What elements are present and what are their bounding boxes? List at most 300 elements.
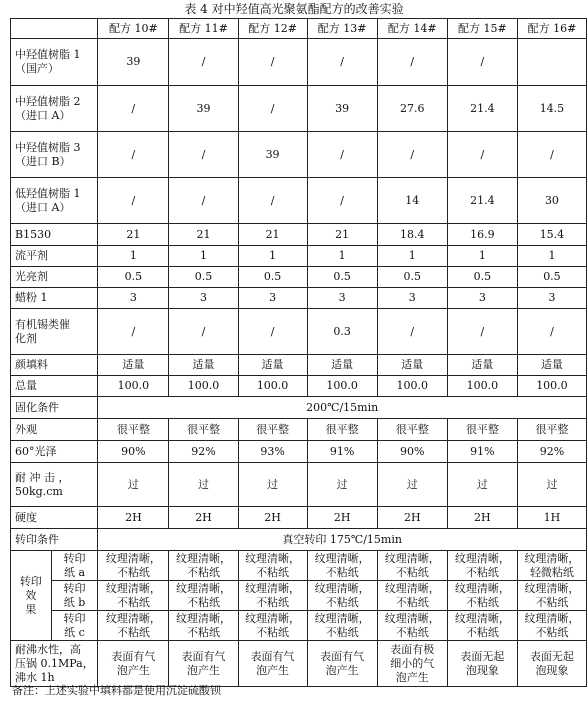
cell-text: 转印 bbox=[63, 581, 86, 595]
cell-text: 39 bbox=[196, 101, 211, 115]
value-cell bbox=[98, 178, 169, 224]
cell-text: / bbox=[480, 324, 485, 338]
cell-text: 泡产生 bbox=[256, 663, 290, 677]
value-cell bbox=[238, 507, 307, 529]
value-cell bbox=[377, 641, 447, 687]
row-label bbox=[11, 39, 98, 86]
cell-text: 过 bbox=[197, 477, 209, 491]
value-cell bbox=[447, 581, 517, 611]
value-cell bbox=[447, 178, 517, 224]
cell-text: 2H bbox=[264, 510, 281, 524]
value-cell bbox=[447, 288, 517, 309]
cell-text: 转印条件 bbox=[15, 532, 59, 546]
row-label bbox=[11, 309, 98, 355]
value-cell bbox=[169, 581, 238, 611]
value-cell bbox=[307, 246, 377, 267]
cell-text: 3 bbox=[408, 291, 416, 304]
cell-text: 纸 c bbox=[64, 625, 85, 639]
cell-text: 纹理清晰， bbox=[105, 581, 161, 595]
header-cell bbox=[447, 19, 517, 39]
value-cell bbox=[517, 178, 586, 224]
cell-text: / bbox=[131, 101, 136, 115]
paper-label bbox=[51, 611, 98, 641]
value-cell bbox=[377, 309, 447, 355]
row-label bbox=[11, 178, 98, 224]
value-cell bbox=[98, 224, 169, 246]
cell-text: 纹理清晰， bbox=[175, 581, 231, 595]
cell-text: 配方 14# bbox=[387, 21, 437, 35]
value-cell bbox=[169, 507, 238, 529]
cell-text: 不粘纸 bbox=[325, 625, 359, 639]
cell-text: 很平整 bbox=[116, 422, 150, 436]
value-cell bbox=[447, 641, 517, 687]
value-cell bbox=[517, 355, 586, 376]
value-cell bbox=[307, 355, 377, 376]
paper-label bbox=[51, 581, 98, 611]
cell-text: 纹理清晰， bbox=[524, 581, 580, 595]
value-cell bbox=[447, 551, 517, 581]
value-cell bbox=[377, 611, 447, 641]
value-cell bbox=[169, 641, 238, 687]
value-cell bbox=[307, 376, 377, 397]
cell-text: / bbox=[131, 193, 136, 207]
effect-group-label bbox=[11, 551, 52, 641]
cell-text: 适量 bbox=[471, 358, 494, 371]
value-cell bbox=[169, 355, 238, 376]
value-cell bbox=[517, 507, 586, 529]
cell-text: 不粘纸 bbox=[116, 595, 150, 609]
value-cell bbox=[517, 419, 586, 441]
cell-text: 纹理清晰， bbox=[314, 581, 370, 595]
cell-text: 0.5 bbox=[403, 270, 421, 283]
value-cell bbox=[98, 581, 169, 611]
value-cell bbox=[517, 132, 586, 178]
value-cell bbox=[238, 178, 307, 224]
cell-text: 泡产生 bbox=[325, 663, 359, 677]
cure-row bbox=[11, 397, 587, 419]
cell-text: 21 bbox=[126, 227, 141, 241]
value-cell bbox=[307, 551, 377, 581]
cell-text: 泡产生 bbox=[395, 670, 429, 684]
cell-text: 颜填料 bbox=[15, 358, 48, 371]
cell-text: 纹理清晰， bbox=[384, 611, 440, 625]
value-cell bbox=[98, 419, 169, 441]
value-cell bbox=[517, 641, 586, 687]
cell-text: 表面无起 bbox=[460, 649, 505, 663]
cell-text: 中羟值树脂 3 bbox=[15, 140, 81, 154]
transfer-row bbox=[11, 529, 587, 551]
cell-text: 100.0 bbox=[466, 379, 499, 392]
cell-text: 很平整 bbox=[395, 422, 429, 436]
cell-text: 很平整 bbox=[465, 422, 499, 436]
cell-text: 1 bbox=[199, 249, 207, 262]
cell-text: / bbox=[270, 101, 275, 115]
cell-text: 21 bbox=[265, 227, 280, 241]
value-cell bbox=[98, 463, 169, 507]
cell-text: 93% bbox=[260, 444, 285, 458]
table-row bbox=[11, 86, 587, 132]
value-cell bbox=[238, 463, 307, 507]
value-cell bbox=[307, 288, 377, 309]
value-cell bbox=[238, 419, 307, 441]
value-cell bbox=[98, 309, 169, 355]
cell-text: 纹理清晰， bbox=[175, 551, 231, 565]
cell-text: 16.9 bbox=[470, 227, 495, 241]
value-cell bbox=[238, 39, 307, 86]
value-cell bbox=[377, 355, 447, 376]
cell-text: 泡现象 bbox=[465, 663, 499, 677]
table-row bbox=[11, 132, 587, 178]
value-cell bbox=[98, 507, 169, 529]
value-cell bbox=[377, 463, 447, 507]
value-cell bbox=[98, 132, 169, 178]
cell-text: 100.0 bbox=[536, 379, 568, 392]
cell-text: 0.3 bbox=[333, 324, 351, 338]
row-label bbox=[11, 288, 98, 309]
value-cell bbox=[238, 132, 307, 178]
value-cell bbox=[377, 178, 447, 224]
value-cell bbox=[447, 309, 517, 355]
value-cell bbox=[447, 39, 517, 86]
cell-text: 60°光泽 bbox=[15, 444, 57, 458]
cell-text: / bbox=[410, 147, 415, 161]
cell-text: 纸 b bbox=[63, 595, 86, 609]
cell-text: 过 bbox=[546, 477, 558, 491]
cell-text: 不粘纸 bbox=[325, 565, 359, 579]
value-cell bbox=[169, 376, 238, 397]
cell-text: 有机锡类催 bbox=[15, 317, 70, 331]
cell-text: 纹理清晰， bbox=[384, 581, 440, 595]
cell-text: / bbox=[270, 193, 275, 207]
value-cell bbox=[307, 419, 377, 441]
cell-text: 适量 bbox=[122, 358, 145, 371]
value-cell bbox=[517, 611, 586, 641]
value-cell bbox=[517, 581, 586, 611]
cell-text: 3 bbox=[269, 291, 277, 304]
cell-text: 中羟值树脂 1 bbox=[15, 48, 81, 61]
row-label bbox=[11, 441, 98, 463]
value-cell bbox=[169, 309, 238, 355]
value-cell bbox=[238, 288, 307, 309]
cell-text: 纹理清晰， bbox=[314, 551, 370, 565]
value-cell bbox=[169, 441, 238, 463]
value-cell bbox=[377, 551, 447, 581]
cell-text: 泡产生 bbox=[116, 663, 150, 677]
cell-text: 适量 bbox=[540, 358, 563, 371]
cell-text: 很平整 bbox=[535, 422, 569, 436]
value-cell bbox=[169, 611, 238, 641]
value-cell bbox=[98, 267, 169, 288]
value-cell bbox=[238, 641, 307, 687]
cell-text: 纹理清晰， bbox=[384, 551, 440, 565]
value-cell bbox=[517, 463, 586, 507]
cell-text: 100.0 bbox=[117, 379, 150, 392]
cell-text: 不粘纸 bbox=[395, 595, 429, 609]
cell-text: 适量 bbox=[192, 358, 215, 371]
value-cell bbox=[169, 39, 238, 86]
cure-value bbox=[98, 397, 587, 419]
cell-text: 3 bbox=[338, 291, 346, 304]
value-cell bbox=[98, 355, 169, 376]
cell-text: 蜡粉 1 bbox=[15, 291, 48, 304]
header-cell bbox=[517, 19, 586, 39]
cell-text: 纹理清晰， bbox=[454, 551, 510, 565]
cell-text: 配方 11# bbox=[179, 21, 228, 35]
cell-text: 不粘纸 bbox=[256, 625, 290, 639]
cell-text: 21.4 bbox=[470, 101, 495, 115]
cell-text: 不粘纸 bbox=[465, 625, 499, 639]
cell-text: 不粘纸 bbox=[256, 565, 290, 579]
value-cell bbox=[447, 507, 517, 529]
value-cell bbox=[517, 246, 586, 267]
value-cell bbox=[307, 86, 377, 132]
cell-text: 表面无起 bbox=[529, 649, 574, 663]
value-cell bbox=[307, 224, 377, 246]
value-cell bbox=[517, 39, 586, 86]
cell-text: 很平整 bbox=[186, 422, 220, 436]
cell-text: 21 bbox=[196, 227, 211, 241]
cell-text: 50kg.cm bbox=[15, 484, 63, 498]
value-cell bbox=[307, 441, 377, 463]
cell-text: 转印 bbox=[63, 551, 86, 565]
value-cell bbox=[238, 267, 307, 288]
table-row bbox=[11, 441, 587, 463]
cell-text: 1 bbox=[478, 249, 486, 262]
cell-text: 3 bbox=[199, 291, 207, 304]
value-cell bbox=[307, 507, 377, 529]
value-cell bbox=[447, 611, 517, 641]
value-cell bbox=[238, 581, 307, 611]
cell-text: 过 bbox=[127, 477, 139, 491]
value-cell bbox=[238, 309, 307, 355]
value-cell bbox=[307, 309, 377, 355]
header-cell bbox=[11, 19, 98, 39]
cell-text: 耐 冲 击 ， bbox=[15, 470, 70, 484]
cell-text: 21.4 bbox=[470, 193, 495, 207]
value-cell bbox=[447, 355, 517, 376]
header-cell bbox=[307, 19, 377, 39]
table-row bbox=[11, 507, 587, 529]
cell-text: （进口 A） bbox=[15, 108, 71, 122]
cell-text: 低羟值树脂 1 bbox=[15, 186, 81, 200]
cell-text: 2H bbox=[125, 510, 142, 524]
value-cell bbox=[98, 246, 169, 267]
table-row bbox=[11, 355, 587, 376]
row-label bbox=[11, 376, 98, 397]
value-cell bbox=[447, 441, 517, 463]
value-cell bbox=[447, 246, 517, 267]
header-row bbox=[11, 19, 587, 39]
cell-text: 纹理清晰， bbox=[105, 611, 161, 625]
cell-text: / bbox=[131, 147, 136, 161]
cell-text: （进口 B） bbox=[15, 154, 71, 168]
cell-text: 2H bbox=[403, 510, 421, 524]
cell-text: 果 bbox=[25, 602, 37, 616]
value-cell bbox=[447, 376, 517, 397]
cell-text: 92% bbox=[539, 444, 565, 458]
cell-text: 不粘纸 bbox=[395, 565, 429, 579]
value-cell bbox=[517, 288, 586, 309]
value-cell bbox=[238, 224, 307, 246]
value-cell bbox=[447, 267, 517, 288]
cell-text: 表面有气 bbox=[320, 649, 365, 663]
value-cell bbox=[377, 132, 447, 178]
cell-text: 92% bbox=[191, 444, 216, 458]
cell-text: 21 bbox=[335, 227, 350, 241]
header-cell bbox=[377, 19, 447, 39]
cell-text: 转印 bbox=[19, 574, 42, 588]
cell-text: 配方 16# bbox=[527, 21, 577, 35]
cell-text: 不粘纸 bbox=[116, 565, 150, 579]
row-label bbox=[11, 463, 98, 507]
cell-text: 纹理清晰， bbox=[314, 611, 370, 625]
cell-text: 泡现象 bbox=[535, 663, 569, 677]
value-cell bbox=[238, 86, 307, 132]
cell-text: 纸 a bbox=[63, 565, 86, 579]
formula-table bbox=[10, 18, 587, 687]
cell-text: 真空转印 175℃/15min bbox=[282, 532, 402, 546]
cell-text: 化剂 bbox=[15, 331, 37, 345]
value-cell bbox=[238, 441, 307, 463]
cell-text: 纹理清晰， bbox=[175, 611, 231, 625]
cell-text: 91% bbox=[329, 444, 355, 458]
cell-text: 3 bbox=[548, 291, 556, 304]
cell-text: 27.6 bbox=[400, 101, 425, 115]
cell-text: 0.5 bbox=[194, 270, 213, 283]
cell-text: 沸水 1h bbox=[15, 670, 55, 684]
cell-text: 不粘纸 bbox=[465, 565, 499, 579]
table-row bbox=[11, 463, 587, 507]
cell-text: / bbox=[270, 55, 275, 68]
cell-text: 很平整 bbox=[256, 422, 290, 436]
value-cell bbox=[447, 419, 517, 441]
value-cell bbox=[169, 267, 238, 288]
value-cell bbox=[447, 463, 517, 507]
value-cell bbox=[377, 267, 447, 288]
cell-text: 30 bbox=[544, 193, 559, 207]
value-cell bbox=[377, 224, 447, 246]
row-label bbox=[11, 507, 98, 529]
effect-row bbox=[11, 551, 587, 581]
value-cell bbox=[169, 86, 238, 132]
cell-text: 细小的气 bbox=[390, 656, 435, 670]
value-cell bbox=[377, 507, 447, 529]
cell-text: 100.0 bbox=[396, 379, 428, 392]
value-cell bbox=[238, 611, 307, 641]
value-cell bbox=[447, 224, 517, 246]
cell-text: B1530 bbox=[15, 227, 52, 241]
cell-text: / bbox=[270, 324, 275, 338]
cell-text: 0.5 bbox=[124, 270, 143, 283]
cell-text: 100.0 bbox=[256, 379, 289, 392]
table-row bbox=[11, 376, 587, 397]
effect-row bbox=[11, 611, 587, 641]
cell-text: / bbox=[550, 324, 554, 338]
value-cell bbox=[517, 309, 586, 355]
cell-text: 纹理清晰， bbox=[524, 611, 580, 625]
table-caption: 表 4 对中羟值高光聚氨酯配方的改善实验 bbox=[184, 2, 404, 16]
value-cell bbox=[377, 376, 447, 397]
cell-text: 3 bbox=[129, 291, 137, 304]
header-cell bbox=[98, 19, 169, 39]
cell-text: 不粘纸 bbox=[395, 625, 429, 639]
cell-text: 纹理清晰， bbox=[245, 611, 301, 625]
boil-row bbox=[11, 641, 587, 687]
value-cell bbox=[98, 376, 169, 397]
cell-text: / bbox=[340, 147, 345, 161]
value-cell bbox=[517, 441, 586, 463]
cell-text: 纹理清晰， bbox=[454, 581, 510, 595]
cell-text: 配方 15# bbox=[457, 21, 507, 35]
value-cell bbox=[307, 132, 377, 178]
cell-text: 总量 bbox=[15, 379, 37, 392]
value-cell bbox=[307, 463, 377, 507]
cell-text: 0.5 bbox=[333, 270, 351, 283]
effect-row bbox=[11, 581, 587, 611]
cell-text: / bbox=[340, 193, 345, 207]
row-label bbox=[11, 529, 98, 551]
value-cell bbox=[517, 551, 586, 581]
cell-text: 不粘纸 bbox=[535, 595, 569, 609]
table-row bbox=[11, 267, 587, 288]
value-cell bbox=[98, 39, 169, 86]
value-cell bbox=[169, 246, 238, 267]
cell-text: 配方 10# bbox=[109, 21, 158, 35]
cell-text: 转印 bbox=[63, 611, 86, 625]
table-row bbox=[11, 419, 587, 441]
cell-text: 18.4 bbox=[400, 227, 425, 241]
cell-text: 配方 12# bbox=[248, 21, 297, 35]
cell-text: 流平剂 bbox=[15, 249, 48, 262]
row-label bbox=[11, 267, 98, 288]
cell-text: 39 bbox=[335, 101, 350, 115]
cell-text: / bbox=[480, 147, 485, 161]
table-row bbox=[11, 39, 587, 86]
cell-text: 39 bbox=[126, 55, 141, 68]
cell-text: 表面有气 bbox=[181, 649, 226, 663]
value-cell bbox=[169, 132, 238, 178]
value-cell bbox=[377, 86, 447, 132]
cell-text: 1 bbox=[408, 249, 416, 262]
cell-text: 效 bbox=[25, 588, 37, 602]
cell-text: 纹理清晰， bbox=[524, 551, 580, 565]
cell-text: 配方 13# bbox=[317, 21, 367, 35]
cell-text: 不粘纸 bbox=[535, 625, 569, 639]
footnote: 备注：上述实验中填料都是使用沉淀硫酸钡 bbox=[12, 684, 221, 697]
cell-text: 不粘纸 bbox=[186, 565, 220, 579]
cell-text: / bbox=[131, 324, 136, 338]
cell-text: / bbox=[201, 324, 206, 338]
row-label bbox=[11, 419, 98, 441]
row-label bbox=[11, 641, 98, 687]
header-cell bbox=[169, 19, 238, 39]
cell-text: 0.5 bbox=[263, 270, 282, 283]
row-label bbox=[11, 246, 98, 267]
cell-text: 91% bbox=[470, 444, 495, 458]
cell-text: 表面有气 bbox=[250, 649, 295, 663]
value-cell bbox=[307, 581, 377, 611]
cell-text: 1 bbox=[129, 249, 137, 262]
value-cell bbox=[98, 611, 169, 641]
paper-label bbox=[51, 551, 98, 581]
cell-text: / bbox=[201, 55, 206, 68]
value-cell bbox=[307, 611, 377, 641]
value-cell bbox=[98, 288, 169, 309]
cell-text: / bbox=[340, 55, 345, 68]
cell-text: / bbox=[201, 147, 206, 161]
table-row bbox=[11, 178, 587, 224]
cell-text: / bbox=[550, 147, 554, 161]
